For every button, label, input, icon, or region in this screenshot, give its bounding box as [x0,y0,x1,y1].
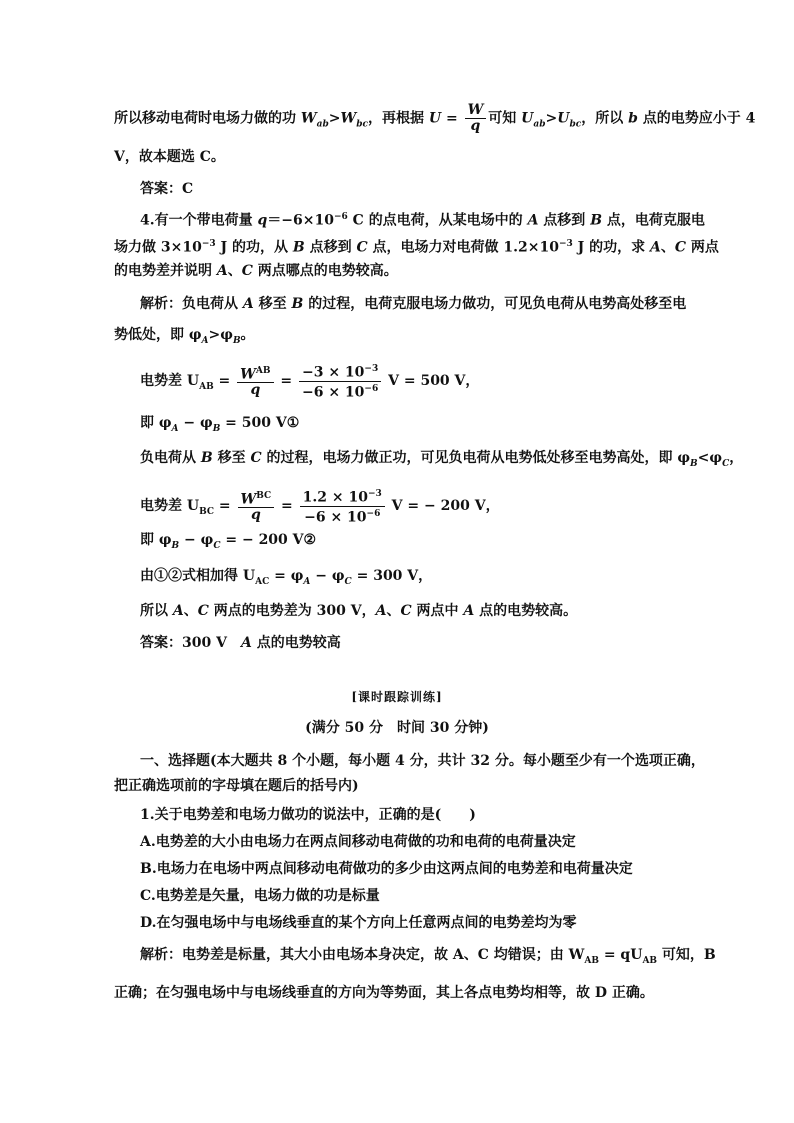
var-A: A [527,212,539,229]
equation-UAB [140,362,479,400]
frac-num: −3 × 10 [301,364,365,381]
text: − φ [310,568,345,584]
solution-1-line2: 正确；在匀强电场中与电场线垂直的方向为等势面，其上各点电势均相等，故 D 正确。 [114,985,654,1001]
var-W: W [300,110,317,127]
text: J 的功，求 [572,239,651,256]
solution-1-line1 [140,946,716,970]
text: 移至 [253,296,292,312]
text: 、 [183,603,198,619]
question-4-line1 [140,208,705,230]
section-title: [课时跟踪训练] [351,690,443,704]
text: = 500 V① [220,415,300,431]
text: 场力做 3×10 [114,239,202,256]
text: = − 200 V② [220,532,317,548]
eq-sign: = [275,373,297,390]
exponent: −3 [558,239,573,249]
var-C: C [356,239,368,256]
var-C: C [674,239,687,256]
text: 可知，B [657,947,716,963]
text: 的过程，电荷克服电场力做功，可见负电荷从电势高处移至电 [303,296,687,312]
var-B: B [291,296,304,312]
text: 可知 [488,110,522,127]
exponent: −6 [364,383,379,394]
fraction-WAB-over-q [237,364,273,399]
gt-sign: > [545,110,558,127]
frac-den: q [250,507,261,524]
answer-4 [140,634,341,652]
sub-ab: ab [533,119,546,130]
sub-BC: BC [199,506,215,517]
question-1-option-b: B.电场力在电场中两点间移动电荷做功的多少由这两点间的电势差和电荷量决定 [140,861,633,877]
var-A: A [242,296,254,312]
var-A: A [216,263,228,279]
sub-ab: ab [316,119,329,130]
text: = φ [269,568,304,584]
text: <φ [697,450,723,466]
text: V = 500 V， [383,373,480,390]
var-W: W [340,110,357,127]
text: 所以 [140,603,173,619]
exponent: −6 [366,508,381,519]
fraction-values-2 [300,487,385,525]
solution-4-line1 [140,295,686,313]
question-4-line2 [114,235,719,257]
text: 点的电势较高 [251,635,341,651]
text: 即 φ [140,532,172,548]
text: 解析：电势差是标量，其大小由电场本身决定，故 A、C 均错误；由 W [140,947,585,963]
text: 点，电荷克服电 [602,212,705,229]
equation-UAC [140,567,432,591]
text: ，所以 [581,110,629,127]
exponent: −3 [364,364,379,374]
fraction-W-over-q [465,103,487,134]
text: 所以移动电荷时电场力做的功 [114,110,301,127]
text: 即 φ [140,415,172,431]
gt-sign: > [328,110,341,127]
sub-bc: bc [569,119,582,130]
question-1-option-c: C.电势差是矢量，电场力做的功是标量 [140,888,380,904]
equation-UBC [140,487,500,525]
sup-BC: BC [256,490,272,501]
frac-num: W [240,366,256,383]
eq-sign: = [214,498,236,515]
var-q: q [257,212,268,229]
sub-AB: AB [199,381,214,392]
text: 由①②式相加得 U [140,568,256,584]
var-A: A [172,603,184,619]
text: = qU [598,947,643,963]
text: ， [729,450,744,466]
var-C: C [241,263,253,279]
text: 点，电场力对电荷做 1.2×10 [367,239,559,256]
sub-A: A [303,576,311,587]
sub-B: B [232,335,241,346]
text: − φ [178,415,213,431]
frac-num: W [467,102,484,118]
var-U: U [557,110,570,127]
sup-AB: AB [255,365,271,376]
text: 两点哪点的电势较高。 [252,263,398,279]
question-4-line3 [114,262,398,280]
exponent: −3 [368,489,382,499]
text: 4.有一个带电荷量 [140,212,258,229]
text: 解析：负电荷从 [140,296,243,312]
frac-num: W [240,491,257,508]
var-b: b [628,110,638,127]
exponent: −3 [201,239,216,249]
text: 答案：300 V [140,635,241,651]
eq-sign: = [276,498,298,515]
text: 点的电势应小于 4 [637,110,756,127]
text: 两点中 [411,603,464,619]
equation-phiA-phiB [140,414,299,438]
text: 、 [660,239,675,256]
var-A: A [650,239,661,256]
sub-A: A [201,335,209,346]
var-C: C [250,450,262,466]
solution-prev-line2: V，故本题选 C。 [114,149,225,165]
frac-den: q [470,118,481,134]
text: 两点 [686,239,719,256]
fraction-WBC-over-q [238,489,275,524]
var-B: B [200,450,213,466]
text: J 的功，从 [215,239,293,256]
sub-C: C [213,540,221,551]
var-A: A [375,603,387,619]
eq-sign: = [441,110,463,127]
text: 。 [240,327,255,343]
var-U: U [521,110,534,127]
text: 负电荷从 [140,450,201,466]
var-U: U [428,110,442,127]
text: 电势差 U [140,498,200,515]
text: 的过程，电场力做正功，可见负电荷从电势低处移至电势高处，即 φ [261,450,691,466]
question-1-option-d: D.在匀强电场中与电场线垂直的某个方向上任意两点间的电势差均为零 [140,915,577,931]
text: 点的电势较高。 [474,603,578,619]
text: − φ [179,532,214,548]
var-B: B [292,239,305,256]
text: 电势差 U [140,373,200,390]
text: 势低处，即 φ [114,327,202,343]
text: ＝−6×10 [267,212,334,229]
question-1-option-a: A.电势差的大小由电场力在两点间移动电荷做的功和电荷的电荷量决定 [140,834,576,850]
fraction-values-1 [299,362,381,400]
text: >φ [208,327,233,343]
sub-AB: AB [642,955,658,966]
solution-4-line5 [140,449,743,473]
text: 、 [386,603,401,619]
part1-instructions-line1: 一、选择题(本大题共 8 个小题，每小题 4 分，共计 32 分。每小题至少有一个选项正确， [140,753,705,769]
part1-instructions-line2: 把正确选项前的字母填在题后的括号内) [114,778,359,794]
text: 移至 [212,450,251,466]
frac-num: 1.2 × 10 [302,489,368,506]
solution-prev-line1 [114,103,755,134]
text: 点移到 [304,239,357,256]
section-subtitle: (满分 50 分 时间 30 分钟) [305,720,489,736]
eq-sign: = [213,373,236,390]
sub-B: B [690,458,698,469]
sub-AB: AB [584,955,599,966]
sub-A: A [171,423,179,434]
text: 、 [227,263,242,279]
text: C 的点电荷，从某电场中的 [347,212,528,229]
equation-phiB-phiC [140,531,316,555]
exponent: −6 [333,212,348,222]
frac-den: −6 × 10 [304,509,367,526]
text: = 300 V， [351,568,433,584]
solution-4-conclusion [140,602,577,620]
sub-C: C [344,576,352,587]
var-C: C [400,603,412,619]
sub-C: C [722,458,730,469]
var-B: B [590,212,603,229]
sub-AC: AC [255,576,270,587]
sub-bc: bc [356,119,368,130]
var-A: A [463,603,475,619]
text: 点移到 [538,212,591,229]
frac-den: q [250,382,261,399]
question-1-stem: 1.关于电势差和电场力做功的说法中，正确的是( ) [140,807,476,823]
text: V = − 200 V， [386,498,500,515]
text: 两点的电势差为 300 V， [208,603,376,619]
text: ，再根据 [367,110,429,127]
frac-den: −6 × 10 [301,384,365,401]
var-A: A [240,635,252,651]
sub-B: B [212,423,221,434]
var-C: C [197,603,209,619]
text: 的电势差并说明 [114,263,217,279]
answer-3: 答案：C [140,181,194,197]
sub-B: B [171,540,180,551]
solution-4-line2 [114,326,255,350]
